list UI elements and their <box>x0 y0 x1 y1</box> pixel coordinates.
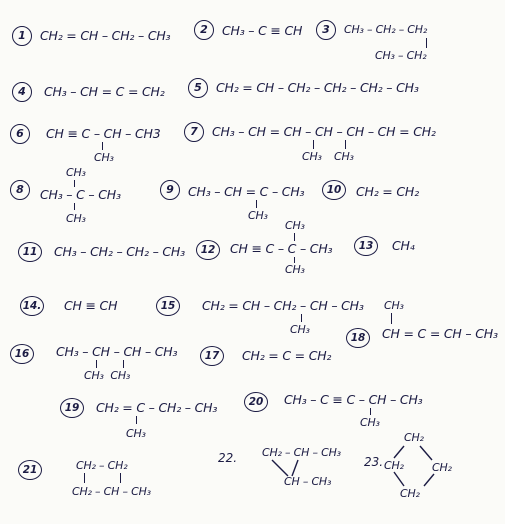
formula-line: CH₂ = CH – CH₂ – CH₃ <box>40 28 171 43</box>
problem-number: 4 <box>12 82 32 102</box>
formula-line: CH – CH₃ <box>284 475 332 488</box>
formula-line: CH₃ <box>302 150 322 163</box>
problem-number: 15 <box>156 296 180 316</box>
formula-line: CH₃ – C ≡ C – CH – CH₃ <box>284 392 423 407</box>
formula-line: CH₃ CH₃ <box>84 369 131 382</box>
bond-line <box>74 180 75 187</box>
formula-line: CH₂ – CH₂ <box>76 459 128 472</box>
problem-number: 3 <box>316 20 336 40</box>
problem-number: 14. <box>20 296 44 316</box>
bond-line <box>74 203 75 210</box>
cyclobutane-ring-bonds <box>380 440 460 492</box>
bond-line <box>370 408 371 415</box>
bond-line <box>123 360 124 368</box>
formula-line: CH₃ – CH₂ – CH₂ <box>344 23 428 36</box>
problem-number: 2 <box>194 20 214 40</box>
formula-line: CH₄ <box>392 238 415 253</box>
formula-line: CH₂ <box>432 461 452 474</box>
formula-line: CH₂ = C = CH₂ <box>242 348 332 363</box>
formula-line: CH₃ <box>66 212 86 225</box>
formula-line: CH₃ – CH = CH – CH – CH – CH = CH₂ <box>212 124 436 139</box>
formula-line: CH₂ <box>384 459 404 472</box>
problem-number: 1 <box>12 26 32 46</box>
problem-number: 22. <box>218 451 238 465</box>
bond-line <box>391 313 392 324</box>
formula-line: CH₃ <box>334 150 354 163</box>
formula-line: CH₃ <box>290 323 310 336</box>
problem-number: 10 <box>322 180 346 200</box>
problem-number: 6 <box>10 124 30 144</box>
formula-line: CH₃ <box>384 299 404 312</box>
formula-line: CH₂ = C – CH₂ – CH₃ <box>96 400 218 415</box>
problem-number: 9 <box>160 180 180 200</box>
formula-line: CH₃ <box>285 219 305 232</box>
bond-line <box>301 314 302 322</box>
formula-line: CH₃ <box>285 263 305 276</box>
formula-line: CH₂ = CH₂ <box>356 184 419 199</box>
formula-line: CH₂ = CH – CH₂ – CH – CH₃ <box>202 298 364 313</box>
problem-number: 21 <box>18 460 42 480</box>
bond-line <box>313 140 314 149</box>
formula-line: CH₂ – CH – CH₃ <box>72 485 151 498</box>
bond-line <box>426 38 427 48</box>
problem-number: 8 <box>10 180 30 200</box>
formula-line: CH₃ – CH = C = CH₂ <box>44 84 165 99</box>
formula-line: CH₂ <box>404 431 424 444</box>
formula-line: CH₃ <box>360 416 380 429</box>
problem-number: 5 <box>188 78 208 98</box>
formula-line: CH ≡ CH <box>64 298 118 313</box>
problem-number: 23. <box>364 455 384 469</box>
bond-line <box>84 473 85 483</box>
formula-line: CH₃ – CH – CH – CH₃ <box>56 344 178 359</box>
problem-number: 11 <box>18 242 42 262</box>
problem-number: 18 <box>346 328 370 348</box>
formula-line: CH₃ – C ≡ CH <box>222 23 303 38</box>
formula-line: CH₂ <box>400 487 420 500</box>
formula-line: CH₃ <box>94 151 114 164</box>
problem-number: 20 <box>244 392 268 412</box>
formula-line: CH ≡ C – CH – CH3 <box>46 126 161 141</box>
formula-line: CH₃ – CH = C – CH₃ <box>188 184 305 199</box>
bond-line <box>96 360 97 368</box>
formula-line: CH = C = CH – CH₃ <box>382 326 498 341</box>
formula-line: CH₃ <box>66 166 86 179</box>
bond-line <box>136 416 137 424</box>
formula-line: CH₃ – CH₂ <box>375 49 427 62</box>
problem-number: 16 <box>10 344 34 364</box>
problem-number: 17 <box>200 346 224 366</box>
problem-number: 13 <box>354 236 378 256</box>
bond-line <box>294 233 295 241</box>
formula-line: CH₂ = CH – CH₂ – CH₂ – CH₂ – CH₃ <box>216 80 419 95</box>
formula-line: CH₃ – C – CH₃ <box>40 187 121 202</box>
formula-line: CH₂ – CH – CH₃ <box>262 446 341 459</box>
bond-line <box>256 200 257 208</box>
bond-line <box>120 473 121 483</box>
formula-line: CH ≡ C – C – CH₃ <box>230 241 333 256</box>
bond-line <box>345 140 346 149</box>
formula-line: CH₃ – CH₂ – CH₂ – CH₃ <box>54 244 185 259</box>
problem-number: 12 <box>196 240 220 260</box>
formula-line: CH₃ <box>126 427 146 440</box>
formula-line: CH₃ <box>248 209 268 222</box>
problem-number: 19 <box>60 398 84 418</box>
bond-line <box>102 142 103 150</box>
problem-number: 7 <box>184 122 204 142</box>
